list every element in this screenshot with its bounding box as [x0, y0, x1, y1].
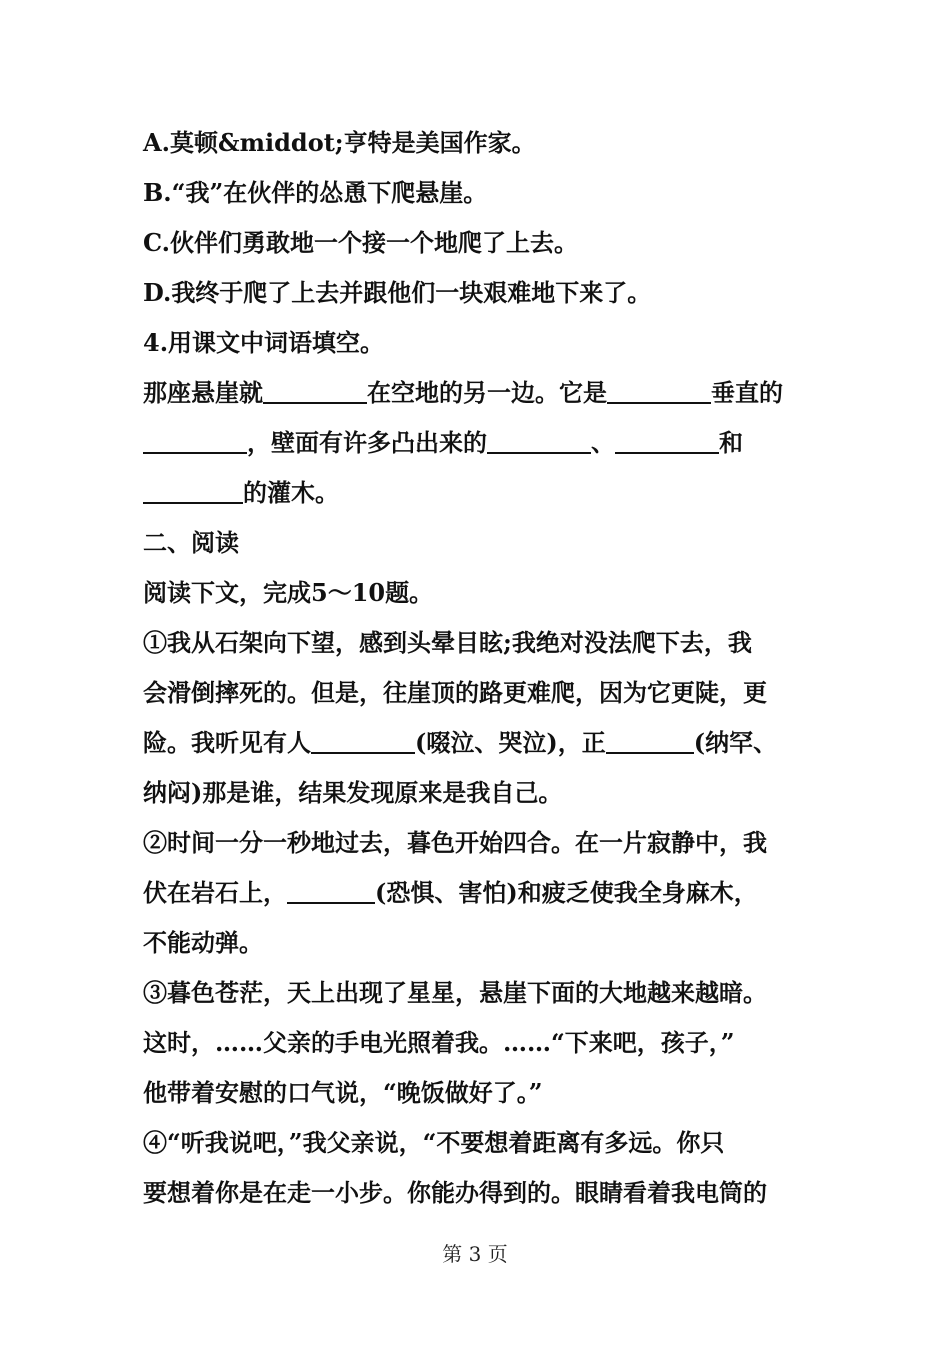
passage-line: 不能动弹。 [143, 928, 263, 957]
text-segment: 垂直的 [711, 378, 783, 407]
text-segment: 那座悬崖就 [143, 378, 263, 407]
text-segment: (恐惧、害怕)和疲乏使我全身麻木， [375, 878, 758, 907]
text-segment: (纳罕、 [693, 728, 778, 757]
passage-line: ③暮色苍茫，天上出现了星星，悬崖下面的大地越来越暗。 [143, 978, 767, 1007]
text-segment: 的灌木。 [243, 478, 339, 507]
question-4-line-3 [143, 468, 823, 518]
passage-line: 他带着安慰的口气说，“晚饭做好了。” [143, 1078, 543, 1107]
option-a: A.莫顿&middot;亨特是美国作家。 [143, 128, 536, 157]
fill-blank [607, 374, 711, 404]
option-b: B.“我”在伙伴的怂恿下爬悬崖。 [143, 178, 488, 207]
fill-blank [487, 424, 591, 454]
text-segment: 伏在岩石上， [143, 878, 287, 907]
text-segment: ，壁面有许多凸出来的 [247, 428, 487, 457]
fill-blank [143, 474, 243, 504]
passage-line: ①我从石架向下望，感到头晕目眩;我绝对没法爬下去，我 [143, 628, 752, 657]
passage-line: 这时，……父亲的手电光照着我。……“下来吧，孩子，” [143, 1028, 735, 1057]
passage-line: 要想着你是在走一小步。你能办得到的。眼睛看着我电筒的 [143, 1178, 767, 1207]
question-4-line-2 [143, 418, 823, 468]
question-4-line-1 [143, 368, 823, 418]
passage-line: 纳闷)那是谁，结果发现原来是我自己。 [143, 778, 563, 807]
fill-blank [263, 374, 367, 404]
option-c: C.伙伴们勇敢地一个接一个地爬了上去。 [143, 228, 579, 257]
fill-blank [615, 424, 719, 454]
option-d: D.我终于爬了上去并跟他们一块艰难地下来了。 [143, 278, 652, 307]
section-heading: 二、阅读 [143, 528, 239, 557]
text-segment: 在空地的另一边。它是 [367, 378, 607, 407]
text-segment: 和 [719, 428, 743, 457]
page-number: 第 3 页 [442, 1242, 508, 1266]
passage-line [143, 868, 823, 918]
fill-blank [606, 724, 694, 754]
fill-blank [311, 724, 415, 754]
passage-line: ④“听我说吧，”我父亲说，“不要想着距离有多远。你只 [143, 1128, 725, 1157]
passage-line: ②时间一分一秒地过去，暮色开始四合。在一片寂静中，我 [143, 828, 767, 857]
fill-blank [143, 424, 247, 454]
passage-line: 会滑倒摔死的。但是，往崖顶的路更难爬，因为它更陡，更 [143, 678, 767, 707]
text-segment: (啜泣、哭泣)，正 [415, 728, 606, 757]
fill-blank [287, 874, 375, 904]
document-body [143, 118, 823, 1218]
text-segment: 、 [591, 428, 615, 457]
question-4-title: 4.用课文中词语填空。 [143, 328, 385, 357]
reading-instruction: 阅读下文，完成5～10题。 [143, 578, 434, 607]
text-segment: 险。我听见有人 [143, 728, 311, 757]
passage-line [143, 718, 823, 768]
